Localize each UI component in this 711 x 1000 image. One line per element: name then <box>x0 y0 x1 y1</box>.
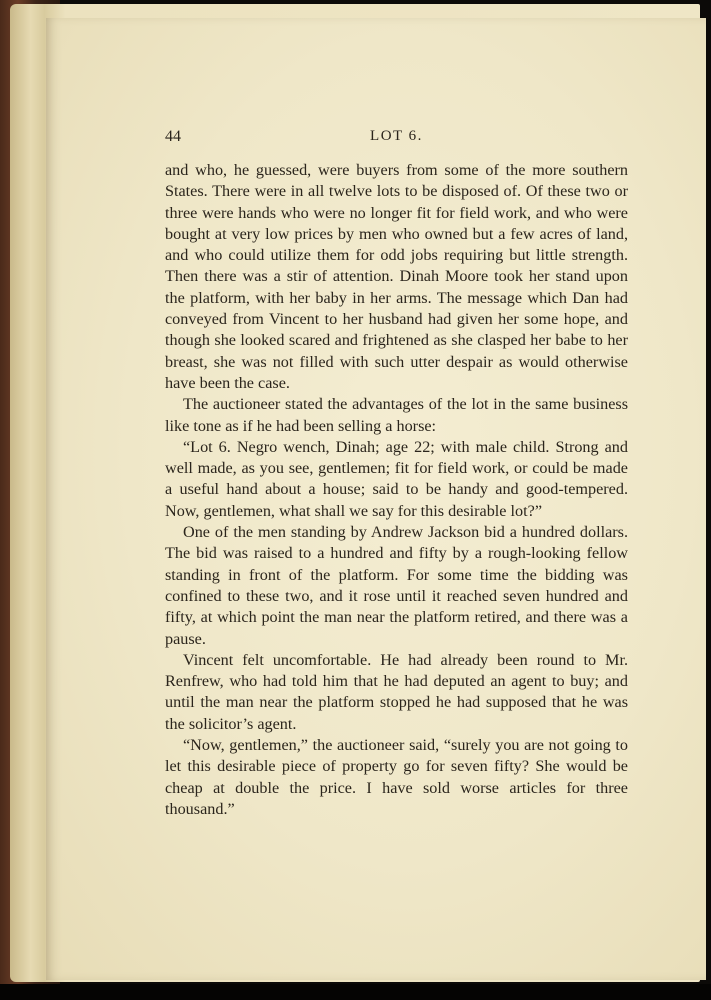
paragraph: The auctioneer stated the advantages of the lot in the same business like tone as if he had been selling a horse: <box>165 395 628 435</box>
paragraph: “Lot 6. Negro wench, Dinah; age 22; with male child. Strong and well made, as you see, gentlemen; fit for field work, or could be made a useful hand about a house; said to be handy and good-tempered. Now, gentlemen, what shall we say for this desirable lot?” <box>165 437 628 520</box>
paragraph: One of the men standing by Andrew Jackson bid a hundred dollars. The bid was raised to a hundred and fifty by a rough-looking fellow standing in front of the platform. For some time the bidding was confined to these two, and it rose until it reached seven hundred and fifty, at which point the man near the platform retired, and there was a pause. <box>165 523 628 648</box>
scan-bottom-edge <box>0 984 711 1000</box>
paragraph: “Now, gentlemen,” the auctioneer said, “surely you are not going to let this desirable piece of property go for seven fifty? She would be cheap at double the price. I have sold worse articles for three thousand.” <box>165 736 628 818</box>
page-number: 44 <box>165 128 181 145</box>
running-title: LOT 6. <box>370 128 423 144</box>
paragraph: and who, he guessed, were buyers from some of the more southern States. There were in all twelve lots to be disposed of. Of these two or three were hands who were no longer fit for field work, and who were bought at very low prices by men who owned but a few acres of land, and who could utilize them for odd jobs requiring but little strength. Then there was a stir of attention. Dinah Moore took her stand upon the platform, with her baby in her arms. The message which Dan had conveyed from Vincent to her husband had given her some hope, and though she looked scared and frightened as she clasped her babe to her breast, she was not filled with such utter despair as would otherwise have been the case. <box>165 161 628 392</box>
paragraph: Vincent felt uncomfortable. He had already been round to Mr. Renfrew, who had told him that he had deputed an agent to buy; and until the man near the platform stopped he had supposed that he was the solicitor’s agent. <box>165 650 628 733</box>
page-header <box>165 128 628 150</box>
body-text <box>165 160 628 820</box>
